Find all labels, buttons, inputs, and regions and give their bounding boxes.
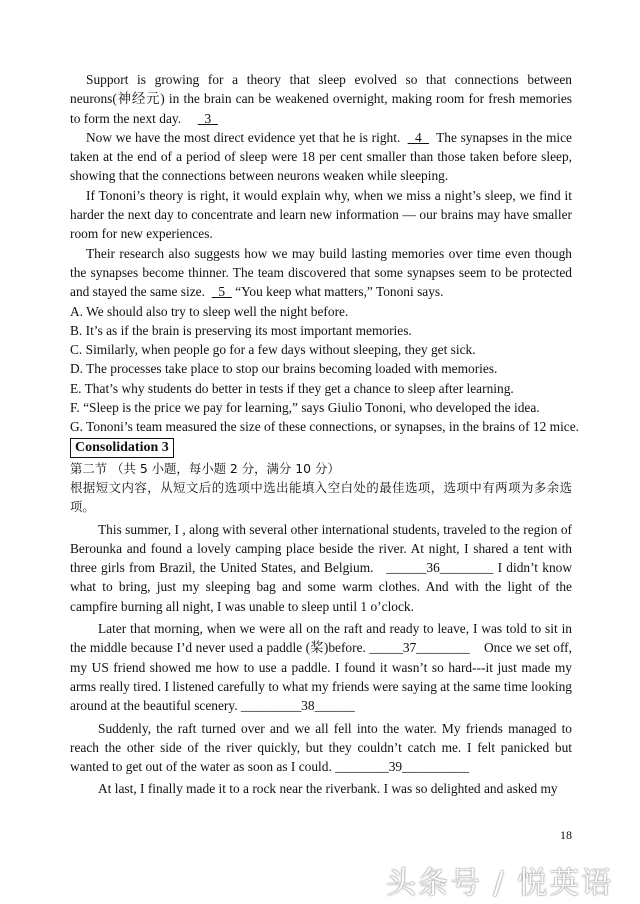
option-d: D. The processes take place to stop our brains becoming loaded with memories. [70,361,498,377]
blank-number: 5 [218,284,226,300]
section-instruction: 根据短文内容，从短文后的选项中选出能填入空白处的最佳选项，选项中有两项为多余选项。 [70,479,572,515]
option-g: G. Tononi’s team measured the size of these connections, or synapses, in the brains of 12 mice. [70,419,580,435]
paragraph-text: Once we set off, my US friend showed me how to use a paddle. I found it wasn’t so hard---it just made my arms really tired. I listened carefully to what my friends were saying at the same time looking around at the beautiful scenery. [70,640,572,714]
paragraph [70,520,572,616]
paragraph-text: I didn’t know what to bring, just my sleeping bag and some warm clothes. And with the light of the campfire burning all night, I was unable to sleep until 1 o’clock. [70,560,573,614]
answer-blank-37: _____37________ [369,640,470,656]
option-c: C. Similarly, when people go for a few days without sleeping, they get sick. [70,342,476,358]
paragraph [70,719,572,777]
answer-blank-4 [408,130,429,145]
paragraph-text: Support is growing for a theory that sleep evolved so that connections between neurons(神经元) in the brain can be weakened overnight, making room for fresh memories to form the next day. [70,72,572,126]
watermark: 头条号 / 悦英语 [386,866,614,901]
paragraph-text: Later that morning, when we were all on the raft and ready to leave, I was told to sit in the middle because I’d never used a paddle (桨)before. [70,621,572,656]
paragraph-text: Their research also suggests how we may build lasting memories over time even though the synapses become thinner. The team discovered that some synapses seem to be protected and stayed the same size. [70,245,572,300]
paragraph-text: Suddenly, the raft turned over and we all fell into the water. My friends managed to reach the other side of the river quickly, but they couldn’t catch me. I felt panicked but wanted to get out of the water as soon as I could. [70,720,572,775]
option-a: A. We should also try to sleep well the night before. [70,303,349,319]
page-number: 18 [560,828,572,842]
answer-blank-39: ________39__________ [335,759,470,775]
answer-blank-5 [212,284,232,299]
paragraph: If Tononi’s theory is right, it would explain why, when we miss a night’s sleep, we find it harder the next day to concentrate and learn new information — our brains may have smaller room for new experiences. [70,187,572,242]
option-f: F. “Sleep is the price we pay for learning,” says Giulio Tononi, who developed the idea. [70,400,540,416]
answer-blank-3 [198,111,218,126]
blank-number: 4 [414,129,422,145]
section-heading: Consolidation 3 [70,438,174,458]
page-content [70,70,580,799]
answer-blank-38: _________38______ [240,698,355,714]
paragraph-text: This summer, I , along with several other international students, traveled to the region of Berounka and found a lovely camping place beside the river. At night, I shared a tent with three girls from Brazil, the United States, and Belgium. [70,521,572,576]
option-e: E. That’s why students do better in tests if they get a chance to sleep after learning. [70,380,514,396]
paragraph-text: “You keep what matters,” Tononi says. [235,284,444,300]
paragraph-text: Now we have the most direct evidence yet that he is right. [86,129,401,145]
paragraph [70,244,572,302]
paragraph [70,619,572,715]
paragraph: At last, I finally made it to a rock near the riverbank. I was so delighted and asked my [98,781,558,797]
paragraph [70,128,572,186]
option-b: B. It’s as if the brain is preserving its most important memories. [70,322,412,338]
paragraph-text: The synapses in the mice taken at the end of a period of sleep were 18 per cent smaller than those taken before sleep, showing that the connections between neurons weaken while sleeping. [70,129,572,184]
blank-number: 3 [204,110,212,126]
section-subtitle: 第二节 （共 5 小题，每小题 2 分，满分 10 分） [70,460,340,476]
paragraph [70,70,572,128]
answer-blank-36: ______36________ [386,560,494,576]
